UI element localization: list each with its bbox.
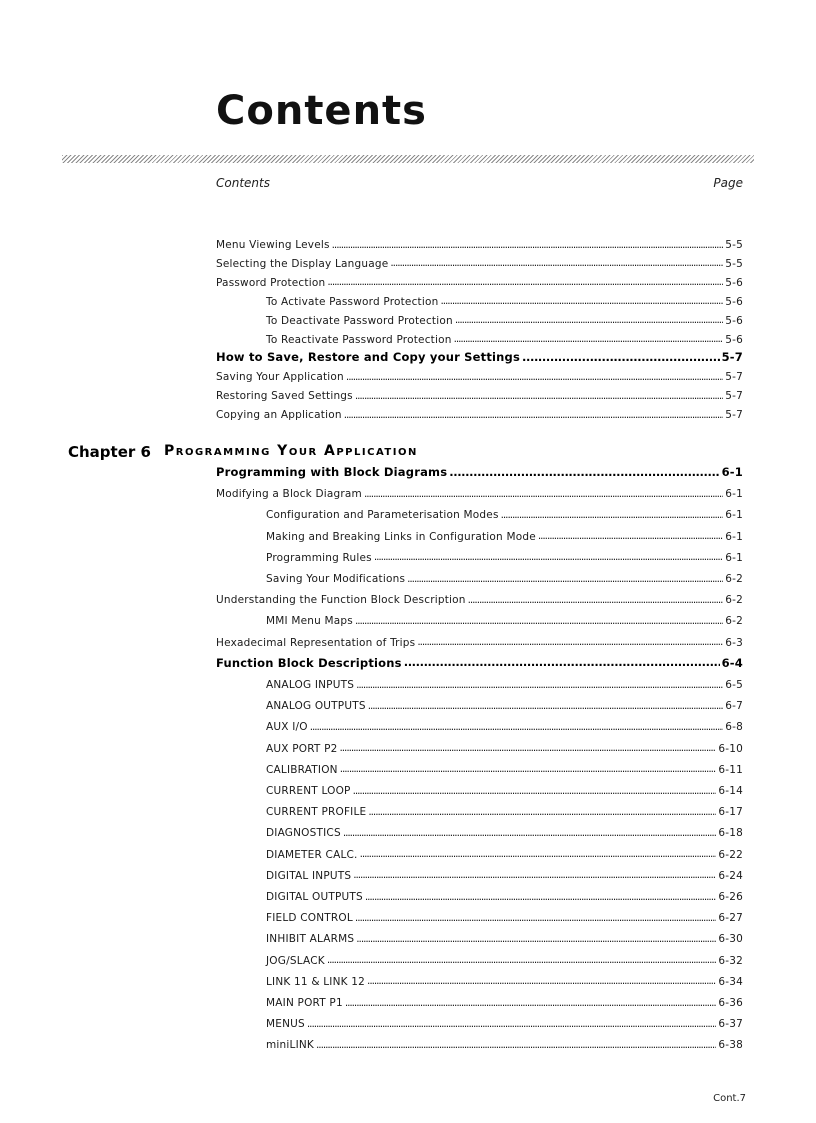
toc-entry-label: JOG/SLACK — [266, 954, 325, 967]
toc-entry-page: 6-2 — [725, 594, 743, 607]
toc-entry[interactable] — [266, 329, 743, 346]
toc-entry-page: 5-5 — [725, 257, 743, 270]
dot-leader — [355, 616, 723, 628]
toc-entry-page: 6-36 — [718, 997, 743, 1009]
dot-leader — [365, 892, 717, 904]
toc-entry-page: 6-1 — [725, 530, 743, 543]
dot-leader — [340, 743, 717, 755]
toc-entry-label: Configuration and Parameterisation Modes — [266, 509, 499, 522]
dot-leader — [449, 467, 719, 480]
toc-entry-page: 6-26 — [718, 891, 743, 903]
toc-entry-label: Password Protection — [216, 276, 326, 289]
dot-leader — [407, 574, 723, 586]
toc-entry-label: Saving Your Application — [216, 371, 344, 384]
toc-entry[interactable] — [266, 310, 743, 327]
toc-entry-page: 5-6 — [725, 295, 743, 308]
toc-entry[interactable] — [216, 385, 743, 402]
toc-entry-label: To Reactivate Password Protection — [266, 333, 452, 346]
toc-entry-page: 6-3 — [725, 636, 743, 649]
page-title: Contents — [216, 88, 427, 134]
toc-entry-page: 6-38 — [718, 1039, 743, 1052]
toc-entry[interactable] — [216, 347, 743, 364]
toc-entry[interactable] — [266, 674, 743, 691]
toc-entry-label: Programming Rules — [266, 551, 372, 564]
toc-entry-page: 6-34 — [718, 975, 743, 988]
dot-leader — [332, 240, 724, 252]
toc-entry-label: Function Block Descriptions — [216, 655, 402, 670]
toc-entry-label: miniLINK — [266, 1039, 315, 1052]
toc-entry[interactable] — [216, 272, 743, 289]
title-rule — [62, 155, 754, 163]
toc-entry-label: AUX PORT P2 — [266, 742, 338, 755]
toc-entry-page: 5-7 — [721, 350, 743, 365]
dot-leader — [417, 637, 723, 649]
toc-entry-page: 6-11 — [718, 763, 743, 776]
dot-leader — [367, 976, 716, 988]
dot-leader — [364, 489, 723, 501]
toc-entry[interactable] — [266, 526, 743, 543]
toc-entry-page: 6-5 — [725, 679, 743, 691]
toc-entry[interactable] — [266, 568, 743, 585]
column-heading-contents: Contents — [216, 176, 270, 190]
toc-entry-label: MENUS — [266, 1018, 305, 1031]
toc-entry-page: 6-2 — [725, 573, 743, 585]
dot-leader — [468, 595, 724, 607]
dot-leader — [327, 277, 723, 289]
dot-leader — [327, 955, 717, 967]
toc-entry-label: Hexadecimal Representation of Trips — [216, 636, 416, 649]
toc-entry-page: 6-1 — [721, 465, 743, 479]
toc-entry-page: 6-1 — [725, 509, 743, 522]
toc-entry-label: Selecting the Display Language — [216, 257, 389, 270]
toc-entry-page: 5-6 — [725, 333, 743, 346]
toc-entry[interactable] — [266, 844, 743, 861]
toc-entry[interactable] — [216, 462, 743, 479]
toc-entry-page: 6-17 — [718, 806, 743, 819]
toc-entry-label: Restoring Saved Settings — [216, 390, 353, 403]
toc-entry[interactable] — [266, 695, 743, 712]
dot-leader — [355, 913, 716, 925]
toc-entry-page: 6-4 — [721, 655, 743, 670]
toc-entry-page: 6-1 — [725, 551, 743, 564]
toc-entry-label: Copying an Application — [216, 409, 342, 422]
toc-entry-label: Saving Your Modifications — [266, 573, 406, 585]
toc-entry-page: 6-18 — [718, 827, 743, 840]
toc-entry-page: 6-24 — [718, 869, 743, 882]
toc-entry[interactable] — [266, 610, 743, 627]
dot-leader — [440, 296, 723, 308]
toc-entry-page: 6-27 — [718, 912, 743, 925]
toc-entry[interactable] — [216, 632, 743, 649]
toc-entry-label: Making and Breaking Links in Configuration Mode — [266, 530, 536, 543]
toc-entry[interactable] — [266, 992, 743, 1009]
dot-leader — [404, 657, 720, 670]
toc-entry[interactable] — [266, 886, 743, 903]
toc-entry[interactable] — [216, 234, 743, 251]
page-footer: Cont.7 — [713, 1093, 746, 1104]
toc-entry-label: Understanding the Function Block Description — [216, 594, 466, 607]
toc-entry[interactable] — [216, 483, 743, 500]
toc-entry[interactable] — [266, 928, 743, 945]
chapter-title: Programming Your Application — [164, 443, 418, 459]
toc-entry[interactable] — [266, 716, 743, 733]
toc-entry-label: CALIBRATION — [266, 763, 338, 776]
toc-entry-label: MAIN PORT P1 — [266, 997, 343, 1009]
toc-entry-page: 6-30 — [718, 933, 743, 946]
toc-entry-page: 6-8 — [725, 721, 743, 734]
toc-entry-label: Menu Viewing Levels — [216, 239, 330, 251]
toc-entry[interactable] — [266, 907, 743, 924]
toc-entry[interactable] — [266, 1034, 743, 1051]
toc-entry[interactable] — [266, 971, 743, 988]
dot-leader — [455, 315, 723, 327]
toc-entry[interactable] — [266, 547, 743, 564]
dot-leader — [345, 998, 717, 1010]
dot-leader — [340, 764, 717, 776]
toc-entry[interactable] — [266, 822, 743, 839]
toc-entry[interactable] — [266, 950, 743, 967]
dot-leader — [307, 1019, 716, 1031]
toc-entry[interactable] — [266, 801, 743, 818]
toc-entry-page: 5-6 — [725, 314, 743, 327]
toc-entry[interactable] — [266, 780, 743, 797]
toc-entry-label: ANALOG INPUTS — [266, 679, 355, 691]
toc-entry-label: DIAGNOSTICS — [266, 827, 341, 840]
dot-leader — [356, 934, 716, 946]
toc-entry-page: 6-7 — [725, 700, 743, 713]
toc-entry-page: 6-32 — [718, 954, 743, 967]
toc-entry-label: DIAMETER CALC. — [266, 848, 358, 861]
toc-entry-label: FIELD CONTROL — [266, 912, 353, 925]
toc-entry[interactable] — [266, 738, 743, 755]
toc-entry[interactable] — [216, 653, 743, 670]
dot-leader — [316, 1040, 716, 1052]
dot-leader — [522, 352, 720, 365]
toc-entry-label: DIGITAL INPUTS — [266, 869, 352, 882]
toc-entry-label: Modifying a Block Diagram — [216, 488, 362, 501]
dot-leader — [346, 372, 723, 384]
toc-entry-label: INHIBIT ALARMS — [266, 933, 355, 946]
toc-entry-page: 6-22 — [718, 848, 743, 861]
toc-entry-label: CURRENT PROFILE — [266, 806, 367, 819]
dot-leader — [368, 701, 724, 713]
toc-entry-label: LINK 11 & LINK 12 — [266, 975, 366, 988]
toc-entry-page: 5-7 — [725, 371, 743, 384]
dot-leader — [501, 510, 724, 522]
toc-entry[interactable] — [216, 404, 743, 421]
dot-leader — [368, 807, 716, 819]
toc-entry-page: 6-1 — [725, 488, 743, 501]
dot-leader — [353, 870, 716, 882]
dot-leader — [538, 531, 723, 543]
toc-entry-label: MMI Menu Maps — [266, 615, 353, 628]
toc-entry-page: 5-6 — [725, 276, 743, 289]
toc-entry-label: How to Save, Restore and Copy your Settings — [216, 350, 521, 365]
toc-entry[interactable] — [266, 504, 743, 521]
toc-entry-page: 5-5 — [725, 239, 743, 251]
toc-entry-page: 5-7 — [725, 409, 743, 422]
dot-leader — [360, 849, 717, 861]
toc-entry-page: 6-10 — [718, 742, 743, 755]
toc-entry[interactable] — [216, 589, 743, 606]
toc-entry[interactable] — [216, 253, 743, 270]
dot-leader — [390, 258, 723, 270]
toc-entry[interactable] — [266, 759, 743, 776]
toc-entry-label: To Deactivate Password Protection — [266, 314, 453, 327]
column-heading-page: Page — [713, 176, 743, 190]
toc-entry-page: 6-37 — [718, 1018, 743, 1031]
dot-leader — [310, 722, 724, 734]
dot-leader — [356, 680, 723, 692]
dot-leader — [353, 786, 717, 798]
toc-entry-label: DIGITAL OUTPUTS — [266, 891, 363, 903]
toc-entry-page: 6-2 — [725, 615, 743, 628]
toc-entry-page: 5-7 — [725, 390, 743, 403]
toc-entry[interactable] — [266, 865, 743, 882]
toc-entry-label: To Activate Password Protection — [266, 295, 439, 308]
toc-entry-label: ANALOG OUTPUTS — [266, 700, 366, 713]
toc-entry[interactable] — [266, 1013, 743, 1030]
toc-entry[interactable] — [216, 366, 743, 383]
dot-leader — [343, 828, 717, 840]
toc-entry-label: Programming with Block Diagrams — [216, 465, 448, 479]
dot-leader — [355, 391, 723, 403]
dot-leader — [454, 334, 724, 346]
toc-entry-label: CURRENT LOOP — [266, 785, 351, 797]
toc-entry-page: 6-14 — [718, 785, 743, 797]
toc-entry-label: AUX I/O — [266, 721, 308, 734]
dot-leader — [344, 410, 724, 422]
dot-leader — [374, 552, 723, 564]
toc-entry[interactable] — [266, 291, 743, 308]
chapter-label: Chapter 6 — [68, 443, 151, 461]
